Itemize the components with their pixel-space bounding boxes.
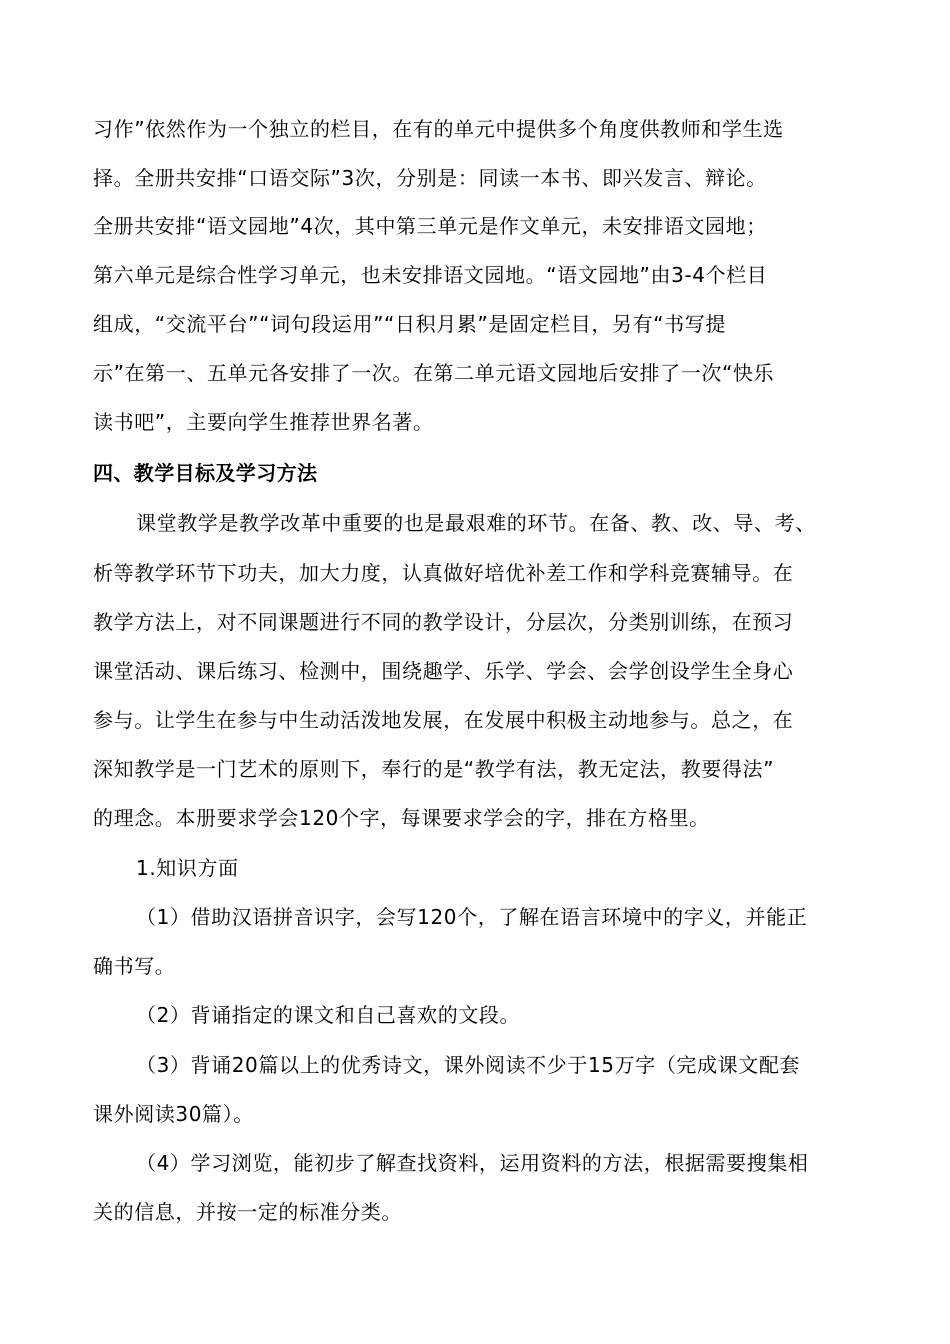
text-line: （4）学习浏览，能初步了解查找资料，运用资料的方法，根据需要搜集相 <box>136 1151 809 1175</box>
text-line: 课外阅读30篇）。 <box>93 1102 254 1126</box>
text-line: 析等教学环节下功夫，加大力度，认真做好培优补差工作和学科竞赛辅导。在 <box>93 561 794 585</box>
text-line: 深知教学是一门艺术的原则下，奉行的是“教学有法，教无定法，教要得法” <box>93 757 775 781</box>
text-line: 的理念。本册要求学会120个字，每课要求学会的字，排在方格里。 <box>93 806 710 830</box>
text-line: 确书写。 <box>93 954 176 978</box>
section-heading: 四、教学目标及学习方法 <box>93 461 318 485</box>
text-line: 习作”依然作为一个独立的栏目，在有的单元中提供多个角度供教师和学生选 <box>93 117 784 141</box>
text-line: （1）借助汉语拼音识字，会写120个，了解在语言环境中的字义，并能正 <box>136 905 808 929</box>
text-line: （3）背诵20篇以上的优秀诗文，课外阅读不少于15万字（完成课文配套 <box>136 1053 801 1077</box>
text-line: 组成，“交流平台”“词句段运用”“日积月累”是固定栏目，另有“书写提 <box>93 312 726 336</box>
text-line: 教学方法上，对不同课题进行不同的教学设计，分层次，分类别训练，在预习 <box>93 610 794 634</box>
text-line: 关的信息，并按一定的标准分类。 <box>93 1200 402 1224</box>
text-line: 课堂教学是教学改革中重要的也是最艰难的环节。在备、教、改、导、考、 <box>136 511 816 535</box>
text-line: （2）背诵指定的课文和自己喜欢的文段。 <box>136 1003 521 1027</box>
subheading-knowledge: 1.知识方面 <box>136 856 239 880</box>
text-line: 读书吧”，主要向学生推荐世界名著。 <box>93 410 434 434</box>
text-line: 参与。让学生在参与中生动活泼地发展，在发展中积极主动地参与。总之，在 <box>93 708 794 732</box>
text-line: 全册共安排“语文园地”4次，其中第三单元是作文单元，未安排语文园地； <box>93 214 767 238</box>
text-line: 示”在第一、五单元各安排了一次。在第二单元语文园地后安排了一次“快乐 <box>93 361 775 385</box>
text-line: 第六单元是综合性学习单元，也未安排语文园地。“语文园地”由3-4个栏目 <box>93 263 768 287</box>
text-line: 择。全册共安排“口语交际”3次，分别是：同读一本书、即兴发言、辩论。 <box>93 166 767 190</box>
text-line: 课堂活动、课后练习、检测中，围绕趣学、乐学、学会、会学创设学生全身心 <box>93 659 794 683</box>
